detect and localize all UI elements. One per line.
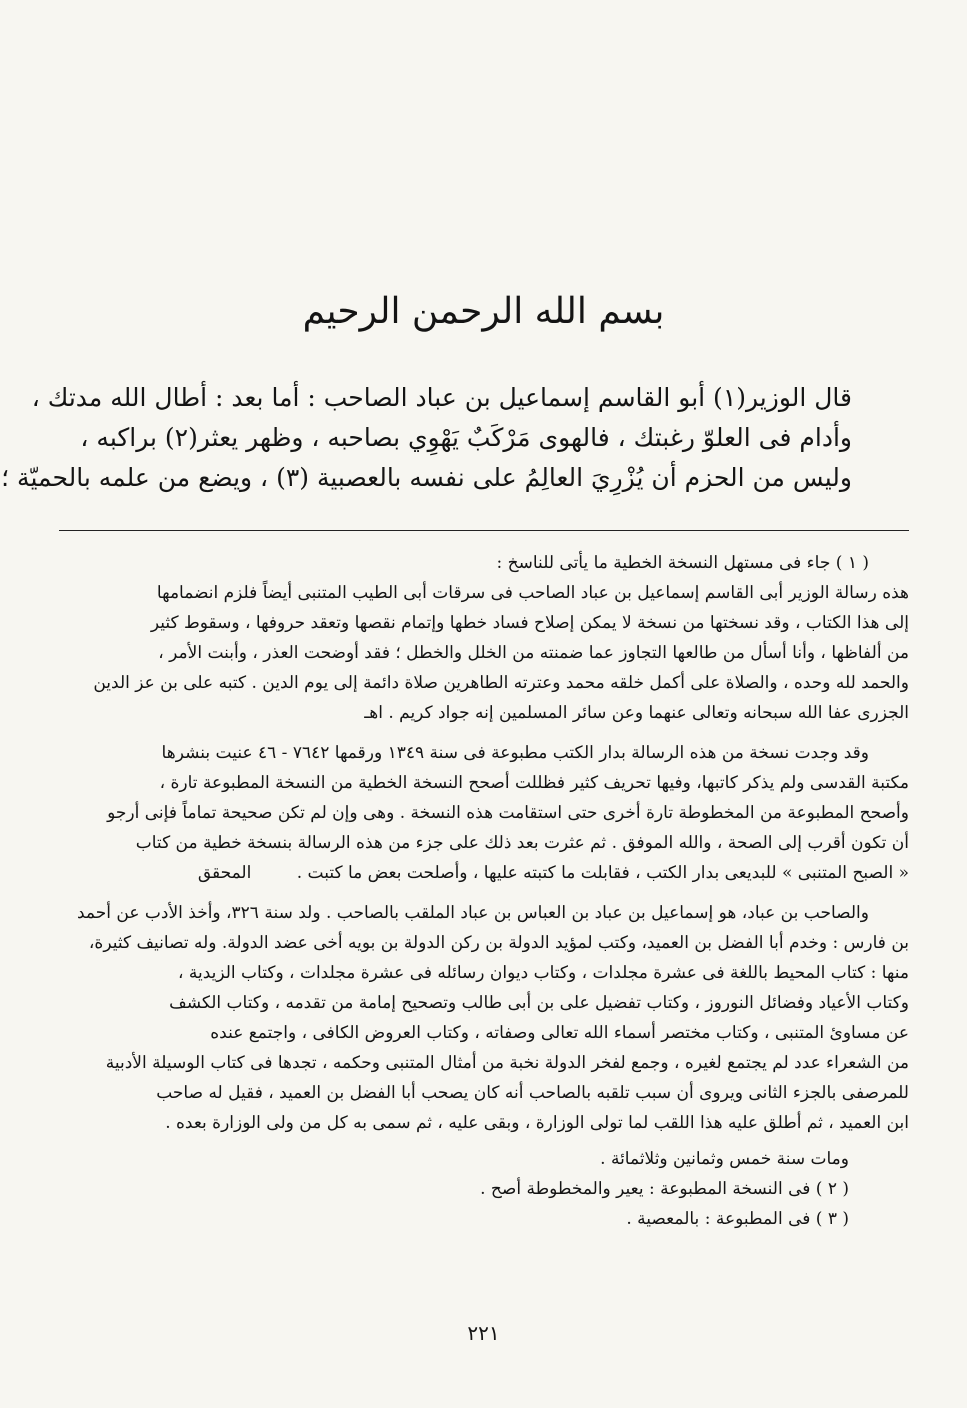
- footnote-1-line: وأصحح المطبوعة من المخطوطة تارة أخرى حتى استقامت هذه النسخة . وهى وإن لم تكن صحيحة تماماً فإنى أرجو: [107, 803, 909, 823]
- main-text-line: وليس من الحزم أن يُزْرِيَ العالِمُ على نفسه بالعصبية (٣) ، ويضع من علمه بالحميّة ؛: [1, 463, 852, 492]
- footnote-3: ( ٣ ) فى المطبوعة : بالمعصية .: [626, 1209, 849, 1229]
- page-number: ٢٢١: [467, 1321, 500, 1345]
- paragraph-gap: [59, 728, 909, 738]
- footnote-1-head: ( ١ ) جاء فى مستهل النسخة الخطية ما يأتى للناسخ :: [496, 553, 869, 573]
- footnote-1-line: من ألفاظها ، وأنا أسأل من طالعها التجاوز عما ضمنته من الخلل والخطل ؛ فقد أوضحت العذر ، وأبنت الأمر ،: [158, 643, 909, 663]
- editor-signature: المحقق: [197, 863, 252, 883]
- footnote-1-line: الجزرى عفا الله سبحانه وتعالى عنهما وعن سائر المسلمين إنه جواد كريم . اهـ: [364, 703, 909, 723]
- footnote-1-line: أن تكون أقرب إلى الصحة ، والله الموفق . ثم عثرت بعد ذلك على جزء من هذه الرسالة بنسخة خطية من كتاب: [135, 833, 909, 853]
- main-text-line: وأدام فى العلوّ رغبتك ، فالهوى مَرْكَبٌ يَهْوِي بصاحبه ، وظهر يعثر(٢) براكبه ،: [80, 423, 852, 452]
- footnote-1-text: « الصبح المتنبى » للبديعى بدار الكتب ، فقابلت ما كتبته عليها ، وأصلحت بعض ما كتبت .: [296, 863, 909, 883]
- footnote-1-line: والحمد لله وحده ، والصلاة على أكمل خلقه محمد وعترته الطاهرين صلاة دائمة إلى يوم الدين . كتبه على بن عز الدين: [93, 673, 909, 693]
- footnote-2: ( ٢ ) فى النسخة المطبوعة : يعير والمخطوطة أصح .: [480, 1179, 849, 1199]
- footnote-1-line: مكتبة القدسى ولم يذكر كاتبها، وفيها تحريف كثير فظللت أصحح النسخة الخطية من النسخة المطبوعة تارة ،: [159, 773, 909, 793]
- footnote-1-closing: ومات سنة خمس وثمانين وثلاثمائة .: [600, 1149, 849, 1169]
- footnote-1-line: هذه رسالة الوزير أبى القاسم إسماعيل بن عباد الصاحب فى سرقات أبى الطيب المتنبى أيضاً فلزم انضمامها: [156, 583, 909, 603]
- main-text: [1, 378, 852, 498]
- footnote-1-line: إلى هذا الكتاب ، وقد نسختها من نسخة لا يمكن إصلاح فساد خطها وإتمام نقصها وتعقد حروفها ، وسقوط كثير: [150, 613, 909, 633]
- footnote-1-line: وقد وجدت نسخة من هذه الرسالة بدار الكتب مطبوعة فى سنة ١٣٤٩ ورقمها ٧٦٤٢ - ٤٦ عنيت بنشرها: [161, 743, 869, 763]
- basmala-heading: بسم الله الرحمن الرحيم: [302, 291, 665, 332]
- main-text-line: قال الوزير(١) أبو القاسم إسماعيل بن عباد الصاحب : أما بعد : أطال الله مدتك ،: [31, 383, 852, 412]
- paragraph-gap: [59, 888, 909, 898]
- footnote-1-line: عن مساوئ المتنبى ، وكتاب مختصر أسماء الله تعالى وصفاته ، وكتاب العروض الكافى ، واجتمع عنده: [210, 1023, 909, 1043]
- footnote-1-line: وكتاب الأعياد وفضائل النوروز ، وكتاب تفضيل على بن أبى طالب وتصحيح إمامة من تقدمه ، وكتاب الكشف: [169, 993, 909, 1013]
- footnote-1-line: من الشعراء عدد لم يجتمع لغيره ، وجمع لفخر الدولة نخبة من أمثال المتنبى وحكمه ، تجدها فى كتاب الوسيلة الأدبية: [105, 1053, 909, 1073]
- footnote-1-line: للمرصفى بالجزء الثانى ويروى أن سبب تلقبه بالصاحب أنه كان يصحب أبا الفضل بن العميد ، فقيل له صاحب: [156, 1083, 909, 1103]
- footnotes: [59, 548, 909, 1234]
- footnote-1-line: والصاحب بن عباد، هو إسماعيل بن عباد بن العباس بن عباد الملقب بالصاحب . ولد سنة ٣٢٦، وأخذ الأدب عن أحمد: [77, 903, 869, 923]
- footnote-1-line: [59, 858, 909, 888]
- footnote-separator: [59, 530, 909, 531]
- footnote-1-line: منها : كتاب المحيط باللغة فى عشرة مجلدات ، وكتاب ديوان رسائله فى عشرة مجلدات ، وكتاب الزيدية ،: [177, 963, 909, 983]
- footnote-1-line: ابن العميد ، ثم أطلق عليه هذا اللقب لما تولى الوزارة ، وبقى عليه ، ثم سمى به كل من ولى الوزارة بعده .: [165, 1113, 909, 1133]
- footnote-1-line: بن فارس : وخدم أبا الفضل بن العميد، وكتب لمؤيد الدولة بن ركن الدولة بن بويه أخى عضد الدولة. وله تصانيف كثيرة،: [88, 933, 909, 953]
